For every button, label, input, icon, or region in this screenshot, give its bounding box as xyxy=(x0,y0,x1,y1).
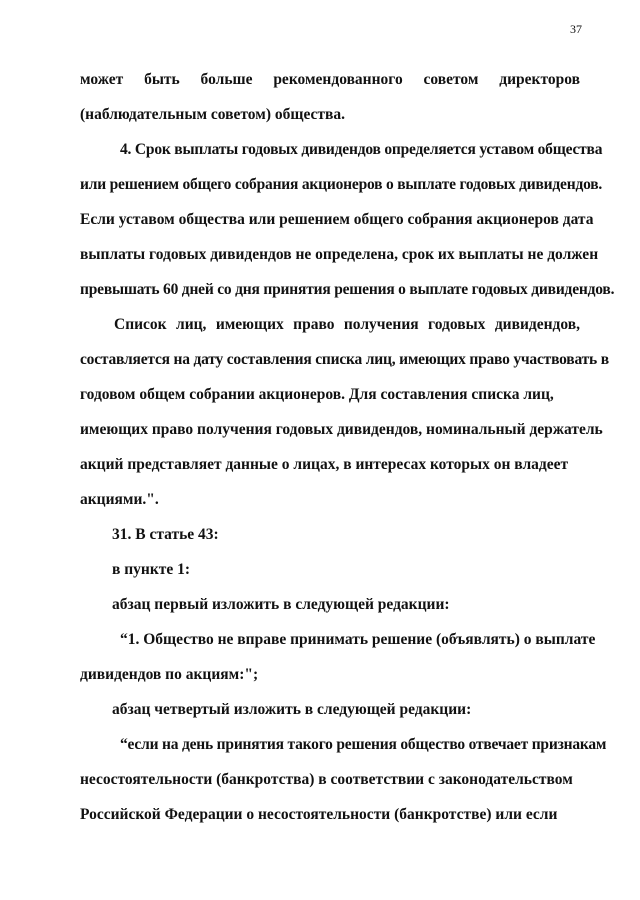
word: получения xyxy=(343,316,419,333)
word: Список xyxy=(114,316,167,333)
text-line: “если на день принятия такого решения общество отвечает признакам xyxy=(120,736,607,753)
text-line: несостоятельности (банкротства) в соответствии с законодательством xyxy=(80,771,573,788)
text-line xyxy=(80,62,580,97)
word: может xyxy=(80,71,124,88)
text-line: акций представляет данные о лицах, в интересах которых он владеет xyxy=(80,456,569,473)
text-line: в пункте 1: xyxy=(112,561,191,578)
word: лиц, xyxy=(176,316,207,333)
word: больше xyxy=(200,71,253,88)
text-line: акциями.". xyxy=(80,491,159,508)
text-line: составляется на дату составления списка лиц, имеющих право участвовать в xyxy=(80,351,609,368)
word: дивидендов, xyxy=(494,316,580,333)
document-body xyxy=(80,62,615,832)
text-line: годовом общем собрании акционеров. Для составления списка лиц, xyxy=(80,386,554,403)
word: имеющих xyxy=(215,316,284,333)
article-heading: 31. В статье 43: xyxy=(112,526,219,543)
text-line: имеющих право получения годовых дивидендов, номинальный держатель xyxy=(80,421,603,438)
text-line: дивидендов по акциям:"; xyxy=(80,666,259,683)
text-line: превышать 60 дней со дня принятия решения о выплате годовых дивидендов. xyxy=(80,281,615,298)
text-line: “1. Общество не вправе принимать решение (объявлять) о выплате xyxy=(120,631,596,648)
word: право xyxy=(293,316,335,333)
text-line: выплаты годовых дивидендов не определена, срок их выплаты не должен xyxy=(80,246,599,263)
word: рекомендованного xyxy=(273,71,403,88)
text-line xyxy=(80,307,580,342)
text-line: Если уставом общества или решением общего собрания акционеров дата xyxy=(80,211,594,228)
word: советом xyxy=(423,71,479,88)
text-line: абзац четвертый изложить в следующей редакции: xyxy=(112,701,472,718)
word: быть xyxy=(144,71,180,88)
page-number: 37 xyxy=(570,22,582,36)
text-line: (наблюдательным советом) общества. xyxy=(80,106,345,123)
text-line: или решением общего собрания акционеров о выплате годовых дивидендов. xyxy=(80,176,603,193)
text-line: абзац первый изложить в следующей редакции: xyxy=(112,596,450,613)
text-line: 4. Срок выплаты годовых дивидендов определяется уставом общества xyxy=(120,141,603,158)
text-line: Российской Федерации о несостоятельности (банкротстве) или если xyxy=(80,806,558,823)
word: директоров xyxy=(499,71,580,88)
word: годовых xyxy=(428,316,486,333)
